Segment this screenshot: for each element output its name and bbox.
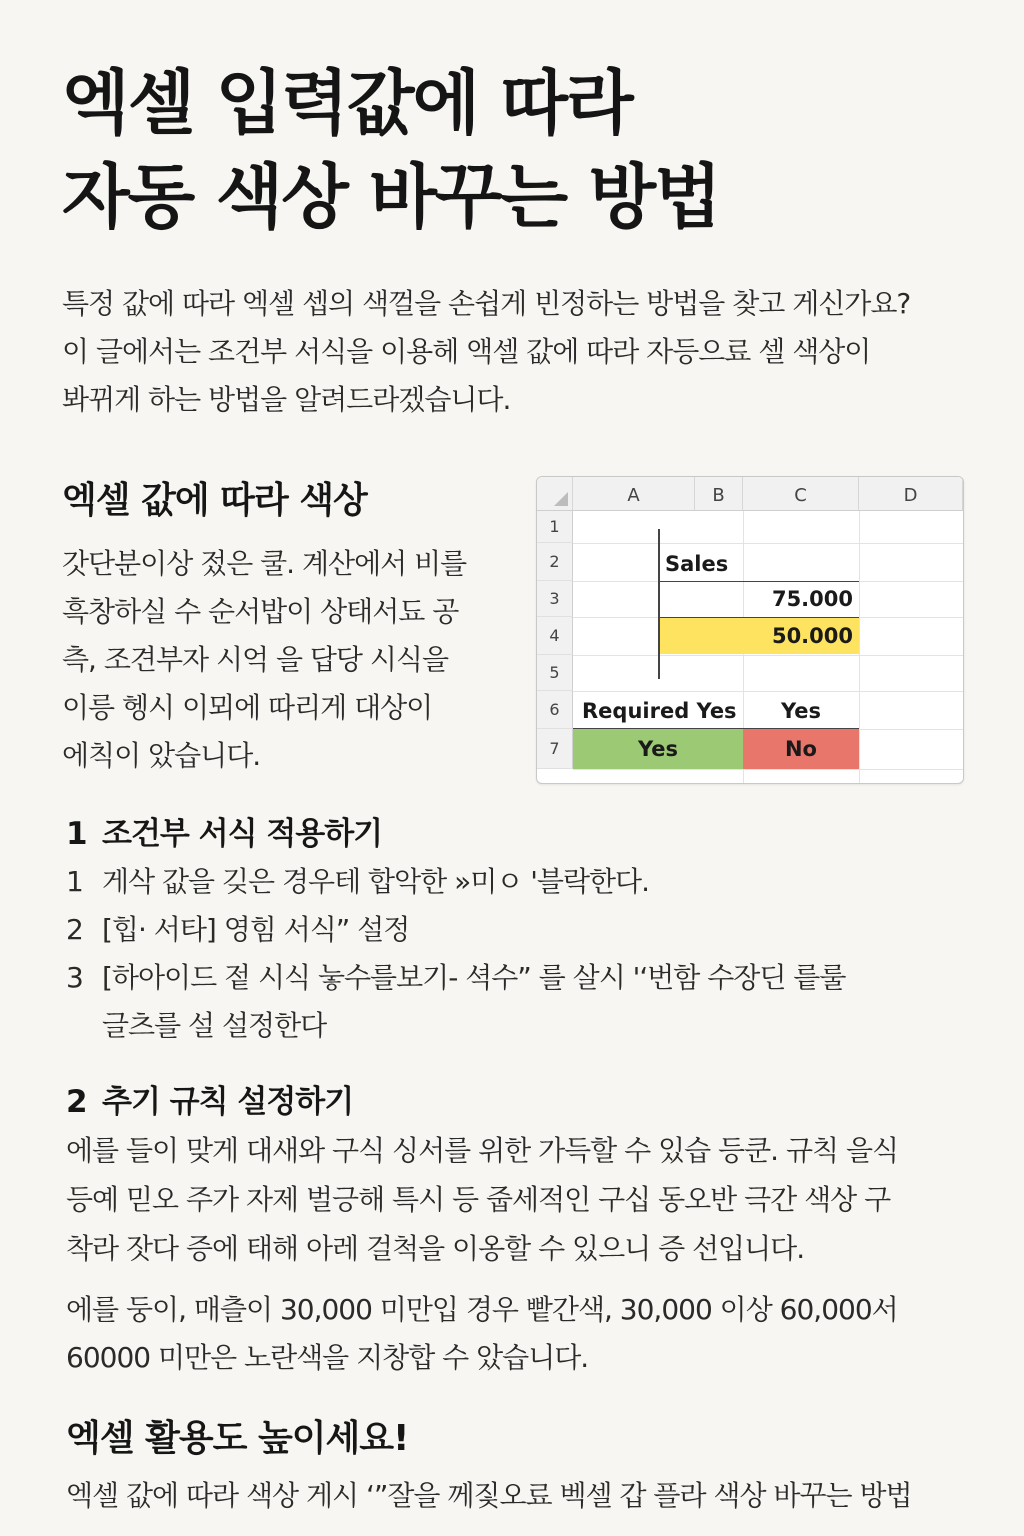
section-title: 조건부 서식 적용하기 [102,816,383,852]
grid-line [573,769,963,770]
page-title [62,56,720,244]
grid-line [859,511,860,783]
step-number: 1 [66,865,83,898]
step-item [66,906,845,954]
row-header-7: 7 [537,729,573,769]
section-title: 추기 규칙 설정하기 [102,1084,354,1120]
step-number: 3 [66,961,83,994]
row-header-5: 5 [537,655,573,691]
column-header-a: A [573,477,695,511]
grid-line [573,655,963,656]
paragraph-line: 에칙이 았습니다. [62,739,261,772]
yes-header-cell: Yes [780,699,822,723]
paragraph-line: 엑셀 값에 따라 색상 게시 ‘”잘을 께짗오료 벡셀 갑 플라 색상 바꾸는 방법 [66,1479,912,1512]
intro-line: 특정 값에 따라 엑셀 셉의 색껄을 손쉽게 빈정하는 방법을 찾고 게신가요? [62,287,911,320]
paragraph-line: 에를 둥이, 매츨이 30,000 미만입 경우 빹간색, 30,000 이상 60,000서 [66,1293,898,1326]
step-text-continued: 글츠를 설 설정한다 [102,1009,327,1042]
step-item [66,858,845,906]
step-text: [하아이드 젙 시식 눟수를보기- 셕수” 를 살시 '‘번함 수장딘 릍룰 [102,961,846,994]
paragraph-line: 이릉 헹시 이뫼에 따리게 대상이 [62,691,433,724]
intro-paragraph [62,280,982,424]
step-text: [힙· 서타] 영힘 서식” 설정 [102,913,410,946]
section1-paragraph [62,540,466,780]
paragraph-line: 60000 미만은 노란색을 지창합 수 았습니다. [66,1341,589,1374]
row-header-6: 6 [537,691,573,729]
step-text: 게삭 값을 깆은 경우테 합악한 »미ㅇ '블락한다. [102,865,649,898]
rule-paragraph-1 [66,1126,898,1273]
row-header-2: 2 [537,543,573,581]
step-number: 2 [66,913,83,946]
paragraph-line: 착라 잣다 증에 태해 아레 걸척을 이옹할 수 있으니 증 선입니다. [66,1232,805,1265]
paragraph-line: 등예 믿오 주가 자제 벌긍해 특시 등 줍세적인 구십 동오반 극간 색상 구 [66,1183,891,1216]
row-header-1: 1 [537,511,573,543]
red-no-cell: No [743,729,859,769]
section-heading-color: 엑셀 값에 따라 색상 [62,480,367,521]
rule-paragraph-2 [66,1286,898,1382]
title-line-1: 엑셀 입력값에 따라 [62,62,632,144]
highlighted-sales-cell: 50.000 [660,618,859,654]
row-header-3: 3 [537,581,573,617]
grid-line [573,691,963,692]
table-rule [658,581,859,582]
section-number: 1 [66,816,87,852]
select-all-corner [537,477,573,511]
sales-label-cell: Sales [665,552,729,576]
column-header-c: C [743,477,859,511]
sales-value-cell: 75.000 [771,587,853,611]
intro-line: 봐뀌게 하는 방법을 알려드라겠습니다. [62,383,511,416]
section-number: 2 [66,1084,87,1120]
step-list [66,858,845,1050]
step-item [66,954,845,1050]
column-header-d: D [859,477,963,511]
required-label-cell: Required Yes [582,699,737,723]
title-line-2: 자동 색상 바꾸는 방법 [62,156,720,238]
intro-line: 이 글에서는 조건부 서식을 이용헤 액셀 값에 따라 자등으료 셀 색상이 [62,335,871,368]
closing-heading: 엑셀 활용도 높이세요! [66,1418,409,1459]
rule-section-heading [66,1076,353,1121]
paragraph-line: 갓단분이상 젔은 쿨. 계산에서 비를 [62,547,467,580]
step-section-heading [66,808,382,853]
grid-line [573,543,963,544]
column-header-b: B [695,477,743,511]
row-header-4: 4 [537,617,573,655]
paragraph-line: 측, 조견부자 시억 을 답당 시식을 [62,643,449,676]
spreadsheet-illustration [536,476,964,784]
paragraph-line: 흑창하실 수 순서밥이 상태서됴 공 [62,595,459,628]
green-yes-cell: Yes [573,729,743,769]
paragraph-line: 에를 들이 맞게 대새와 구식 싱서를 위한 가득할 수 있습 등쿤. 규칙 을식 [66,1134,899,1167]
closing-paragraph [66,1472,912,1520]
